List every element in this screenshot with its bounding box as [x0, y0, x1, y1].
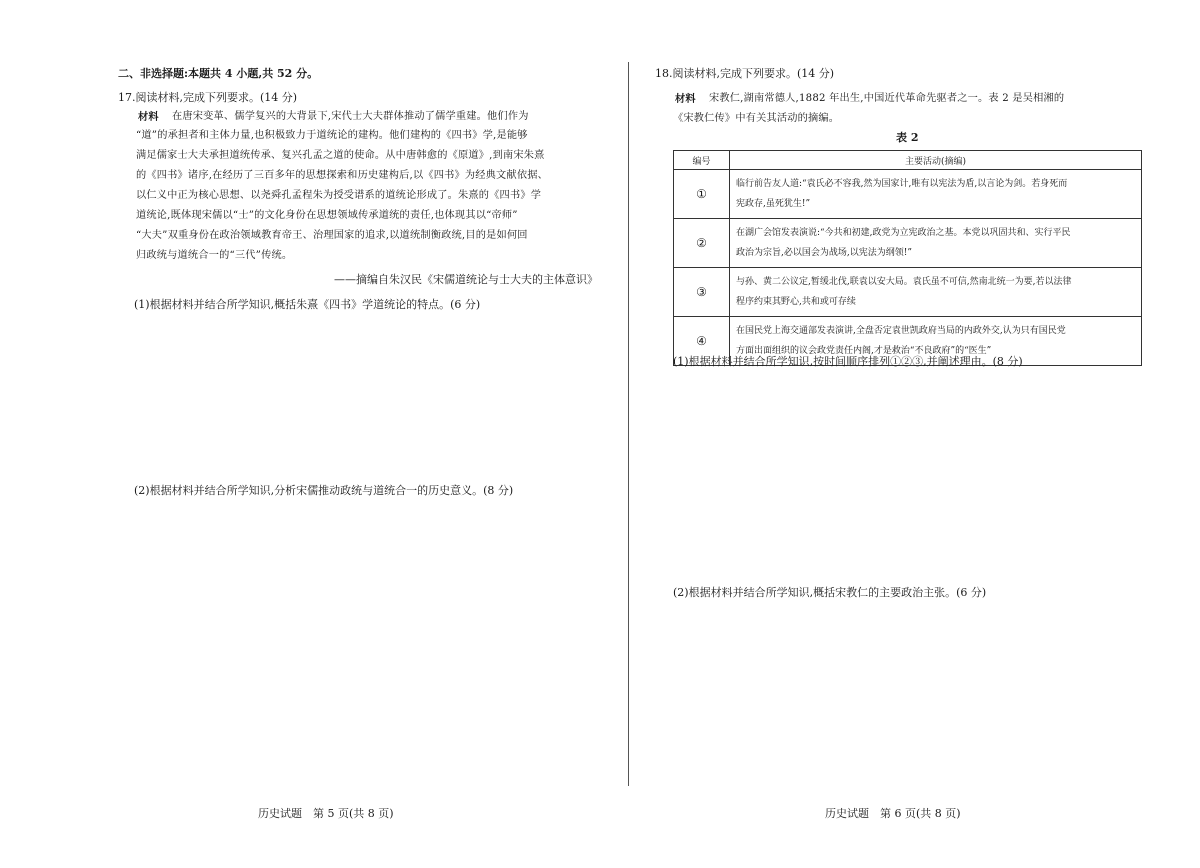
row-number: ②: [674, 219, 730, 268]
row-number: ③: [674, 268, 730, 317]
q17-source: ——摘编自朱汉民《宋儒道统论与士大夫的主体意识》: [334, 273, 598, 286]
activity-line: 政治为宗旨,必以国会为战场,以宪法为纲领!”: [736, 248, 912, 258]
q17-material-line: 道统论,既体现宋儒以“士”的文化身份在思想领域传承道统的责任,也体现其以“帝师”: [136, 210, 518, 221]
table-row: [674, 219, 1142, 268]
table-header-num: 编号: [674, 151, 730, 170]
row-activity: [730, 170, 1142, 219]
section-title: 二、非选择题:本题共 4 小题,共 52 分。: [118, 67, 319, 80]
q17-material-line: 归政统与道统合一的“三代”传统。: [136, 250, 293, 261]
q17-heading: 17.阅读材料,完成下列要求。(14 分): [118, 91, 298, 104]
table-header-activity: 主要活动(摘编): [730, 151, 1142, 170]
row-number: ①: [674, 170, 730, 219]
row-activity: [730, 268, 1142, 317]
activity-line: 程序约束其野心,共和或可存续: [736, 297, 856, 307]
q18-material-line: 《宋教仁传》中有关其活动的摘编。: [673, 113, 840, 124]
page-divider: [628, 62, 629, 786]
q18-material-line: 宋教仁,湖南常德人,1882 年出生,中国近代革命先驱者之一。表 2 是吴相湘的: [709, 93, 1065, 104]
q17-sub2: (2)根据材料并结合所学知识,分析宋儒推动政统与道统合一的历史意义。(8 分): [134, 484, 514, 497]
activities-table: [673, 150, 1142, 366]
q17-material-line: 在唐宋变革、儒学复兴的大背景下,宋代士大夫群体推动了儒学重建。他们作为: [172, 111, 529, 122]
activity-line: 方面出面组织的议会政党责任内阁,才是救治“不良政府”的“医生”: [736, 346, 992, 356]
q18-material-label: 材料: [675, 93, 696, 105]
q18-sub1: (1)根据材料并结合所学知识,按时间顺序排列①②③,并阐述理由。(8 分): [673, 355, 1023, 368]
footer-right: 历史试题 第 6 页(共 8 页): [825, 807, 961, 820]
q18-heading: 18.阅读材料,完成下列要求。(14 分): [655, 67, 835, 80]
q17-material-line: “大夫”双重身份在政治领域教育帝王、治理国家的追求,以道统制衡政统,目的是如何回: [136, 230, 528, 241]
q17-material-line: 以仁义中正为核心思想、以尧舜孔孟程朱为授受谱系的道统论形成了。朱熹的《四书》学: [136, 190, 542, 201]
table-header-row: [674, 151, 1142, 170]
activity-line: 宪政存,虽死犹生!”: [736, 199, 811, 209]
table-title: 表 2: [896, 131, 919, 144]
q17-material-line: 满足儒家士大夫承担道统传承、复兴孔孟之道的使命。从中唐韩愈的《原道》,到南宋朱熹: [136, 150, 545, 161]
row-number: ④: [674, 317, 730, 366]
table-row: [674, 268, 1142, 317]
q17-material-label: 材料: [138, 111, 159, 123]
footer-left: 历史试题 第 5 页(共 8 页): [258, 807, 394, 820]
q17-sub1: (1)根据材料并结合所学知识,概括朱熹《四书》学道统论的特点。(6 分): [134, 298, 481, 311]
activity-line: 在国民党上海交通部发表演讲,全盘否定袁世凯政府当局的内政外交,认为只有国民党: [736, 326, 1066, 336]
q17-material-line: 的《四书》诸序,在经历了三百多年的思想探索和历史建构后,以《四书》为经典文献依据、: [136, 170, 548, 181]
activity-line: 与孙、黄二公议定,暂缓北伐,联袁以安大局。袁氏虽不可信,然南北统一为要,若以法律: [736, 277, 1072, 287]
q17-material-line: “道”的承担者和主体力量,也积极致力于道统论的建构。他们建构的《四书》学,是能够: [136, 130, 528, 141]
activity-line: 临行前告友人道:“袁氏必不容我,然为国家计,唯有以宪法为盾,以言论为剑。若身死而: [736, 179, 1068, 189]
q18-sub2: (2)根据材料并结合所学知识,概括宋教仁的主要政治主张。(6 分): [673, 586, 987, 599]
activity-line: 在湖广会馆发表演说:“今共和初建,政党为立宪政治之基。本党以巩固共和、实行平民: [736, 228, 1071, 238]
table-row: [674, 170, 1142, 219]
row-activity: [730, 219, 1142, 268]
